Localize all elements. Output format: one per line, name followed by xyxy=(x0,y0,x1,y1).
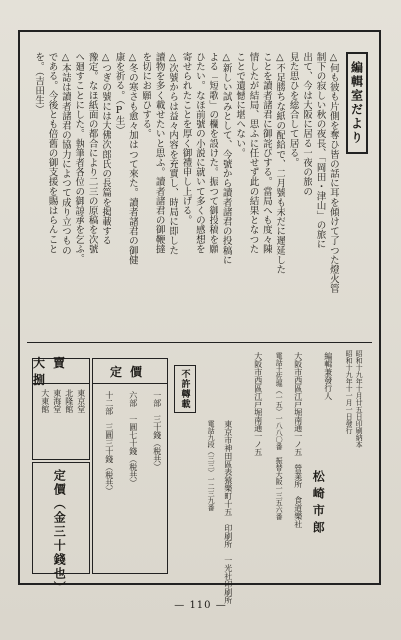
editorial-title: 編輯室だより xyxy=(349,61,364,145)
editorial-column: ことを讀者諸君に御詫びする。當局へも度々陳 xyxy=(260,52,272,254)
editorial-column: を。（吉田生） xyxy=(33,52,45,115)
editorial-column: △次號からは益々内容を充實し、時局に即した xyxy=(167,52,179,255)
editorial-column: △新しい試みとして、今號から讀者諸君の投稿に xyxy=(220,52,232,265)
sales-row-4: 大東館 xyxy=(40,389,50,413)
price-row-3: 十二部 三圓三十錢（税共） xyxy=(104,391,114,495)
print-office: 東京市神田區表猿樂町十五 印刷所 一光社印刷所 xyxy=(223,420,233,604)
price-stamp-box xyxy=(32,462,90,595)
printer-address: 大阪市西區江戸堀南通一ノ五 xyxy=(253,352,263,456)
print-date: 昭和十九年十月廿五日印刷納本 xyxy=(355,350,364,448)
editorial-column: △冬の寒さも愈々加はつて來た。讀者諸君の御健 xyxy=(126,52,138,265)
sales-row-1: 東京堂 xyxy=(76,389,86,413)
editorial-column: 康を祈る。（P生） xyxy=(113,52,125,135)
editorial-column: 情したが結局、思ふに任せず此の結果となつた xyxy=(247,52,259,254)
price-box xyxy=(92,358,168,574)
sales-row-3: 東海堂 xyxy=(52,389,62,413)
editorial-column: △何も彼も片側を奪ひ皆の話に耳を傾けて了つた燈火管 xyxy=(327,52,339,294)
print-office-phone: 電話九段（三三）一二三九番 xyxy=(207,420,216,511)
price-stamp: 定價（金三十錢也） xyxy=(52,469,67,595)
editorial-column: 寄せられたことを厚く御禮申し上げる。 xyxy=(180,52,192,225)
editorial-column: である。今後とも倍舊の御支援を賜はらんこと xyxy=(46,52,58,254)
editorial-column: ことで遺憾に堪へない。 xyxy=(234,52,246,158)
no-reprint-stamp: 不許轉載 xyxy=(174,365,196,413)
editorial-column: 讀物を多く載せたいと思ふ。讀者諸君の御鞭撻 xyxy=(153,52,165,254)
editorial-column: ひたい。なほ前號の小説に就いて多くの感想を xyxy=(193,52,205,254)
editorial-column: を切にお願ひする。 xyxy=(140,52,152,139)
section-divider xyxy=(27,342,372,343)
editorial-column: 出て、今は大阪に居る一夜の旅の xyxy=(301,52,313,196)
publisher-phone: 電話土佐堀（一五）一八八〇番 振替大阪一三五六番 xyxy=(275,352,284,520)
price-box-header: 定價 xyxy=(93,359,167,384)
publish-date: 昭和十九年十一月一日發行 xyxy=(345,350,354,434)
editorial-column: よる「短歌」の欄を設けた。振つて御投稿を願 xyxy=(207,52,219,254)
publisher-name: 大阪市西區江戸堀南通一ノ五 營業所 食道樂社 xyxy=(293,352,303,528)
editorial-column: △つぎの號には大佛次郎氏の長篇を掲載する xyxy=(100,52,112,246)
editorial-title-box xyxy=(346,52,368,154)
editorial-column: 制下の寂しい秋の夜長、「岡田・津山」の旅に xyxy=(314,52,326,249)
editorial-column: △本誌は讀者諸君の協力によつて成り立つもの xyxy=(59,52,71,255)
price-row-2: 六部 一圓七十錢（税共） xyxy=(128,391,138,487)
editorial-column: △不足勝ちな紙の配給で、二月號も未だに遲延した xyxy=(274,52,286,275)
price-row-1: 一部 三十錢（税共） xyxy=(152,391,162,471)
sales-box xyxy=(32,358,90,460)
sales-box-header: 大賣捌 xyxy=(33,359,89,384)
editorial-column: 見た思ひを総合して居る。 xyxy=(287,52,299,168)
editorial-column: へ廻すことにした。執筆者各位の御諒承を乞ふ。 xyxy=(73,52,85,264)
sales-row-2: 北隆館 xyxy=(64,389,74,413)
editor-name: 松崎市郎 xyxy=(311,470,326,538)
editorial-column: 豫定。なほ紙面の都合により二三の原稿を次號 xyxy=(86,52,98,254)
page-number: — 110 — xyxy=(174,600,227,611)
editor-label: 編輯兼發行人 xyxy=(323,352,333,400)
